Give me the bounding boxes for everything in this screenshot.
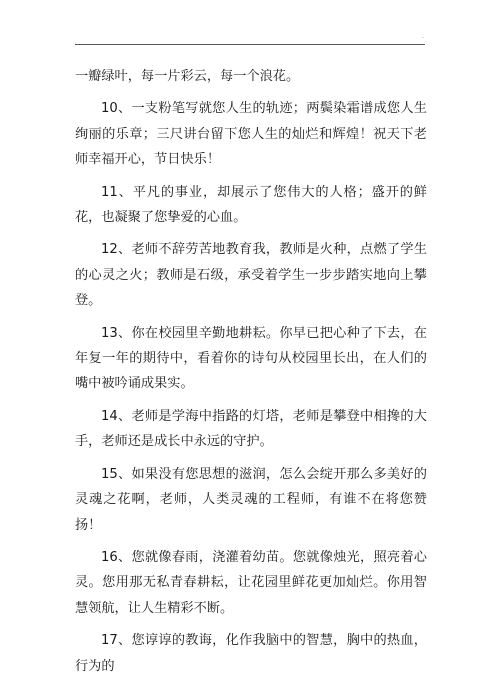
- paragraph: 一瓣绿叶，每一片彩云，每一个浪花。: [75, 69, 300, 84]
- paragraph: 11、平凡的事业，却展示了您伟大的人格；盛开的鲜花，也凝聚了您挚爱的心血。: [75, 184, 427, 226]
- document-body: [75, 64, 427, 679]
- paragraph: 14、老师是学海中指路的灯塔，老师是攀登中相搀的大手，老师还是成长中永远的守护。: [75, 408, 427, 450]
- paragraph: 13、你在校园里辛勤地耕耘。你早已把心种了下去，在年复一年的期待中，看着你的诗句从校园里长出，在人们的嘴中被吟诵成果实。: [75, 325, 427, 392]
- header-rule: [75, 44, 425, 45]
- paragraph: 16、您就像春雨，浇灌着幼苗。您就像烛光，照亮着心灵。您用那无私青春耕耘，让花园里鲜花更加灿烂。你用智慧领航，让人生精彩不断。: [75, 549, 427, 616]
- paragraph: 15、如果没有您思想的滋润，怎么会绽开那么多美好的灵魂之花啊，老师，人类灵魂的工程师，有谁不在将您赞扬！: [75, 466, 427, 533]
- paragraph: 10、一支粉笔写就您人生的轨迹；两鬓染霜谱成您人生绚丽的乐章；三尺讲台留下您人生的灿烂和辉煌！祝天下老师幸福开心，节日快乐！: [75, 101, 427, 168]
- paragraph: 17、您谆谆的教诲，化作我脑中的智慧，胸中的热血，行为的: [75, 633, 427, 674]
- paragraph: 12、老师不辞劳苦地教育我，教师是火种，点燃了学生的心灵之火；教师是石级，承受着学生一步步踏实地向上攀登。: [75, 242, 427, 309]
- header-mark: ·: [422, 35, 424, 42]
